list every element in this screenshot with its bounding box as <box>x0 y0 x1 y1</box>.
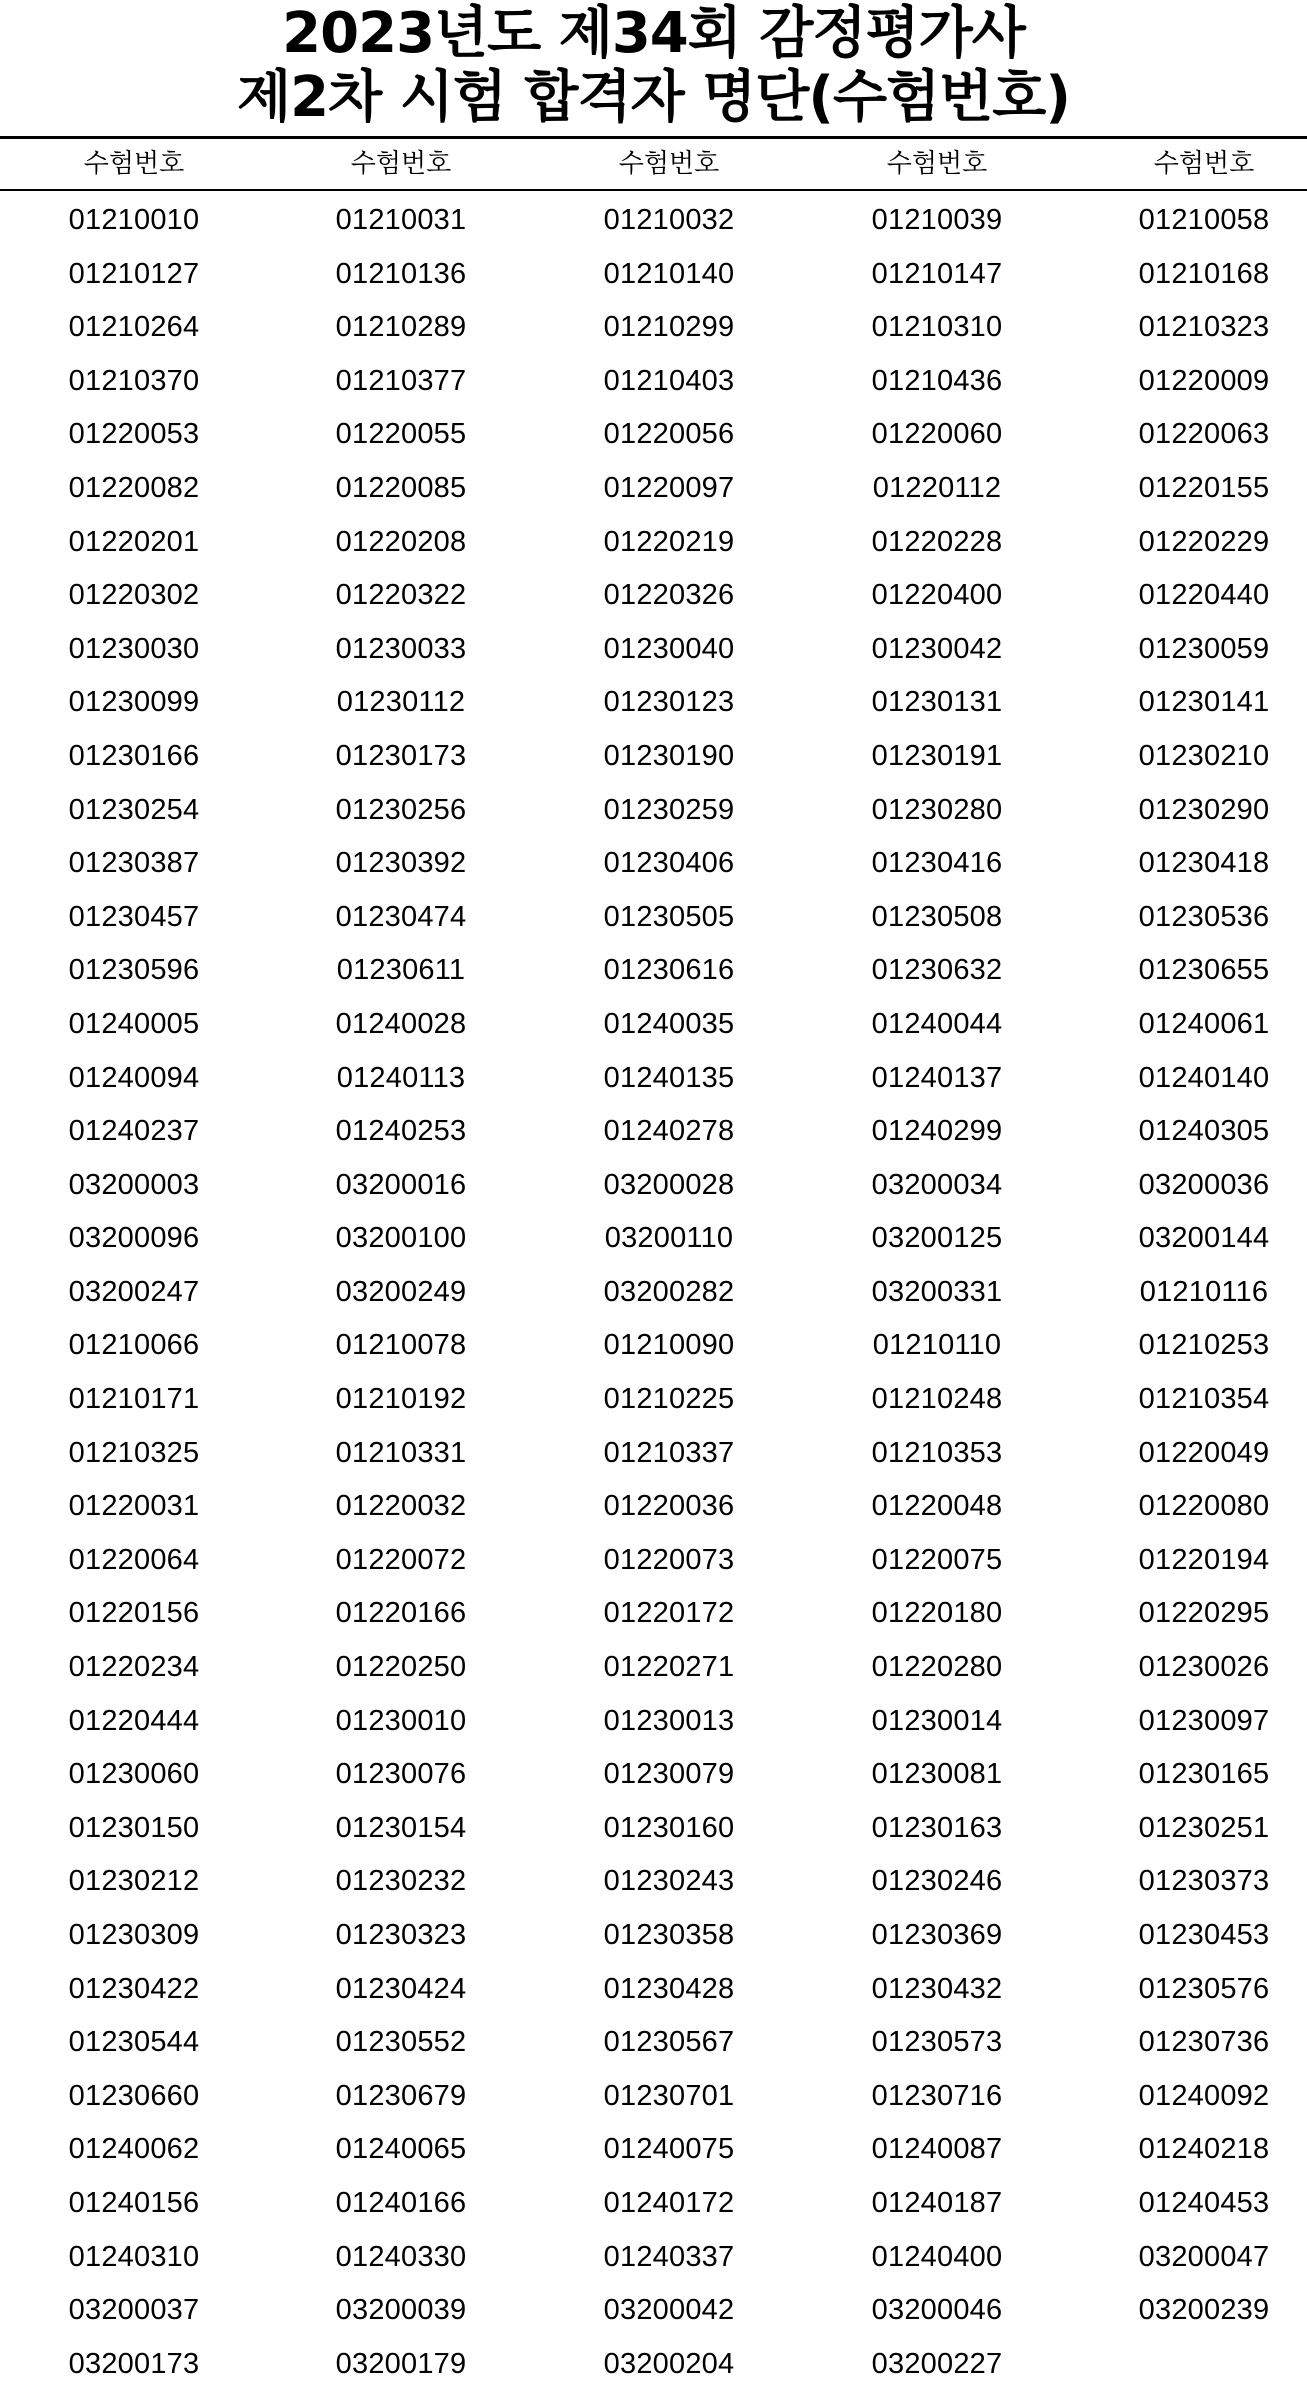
exam-number-cell: 01230369 <box>871 1919 1003 1951</box>
exam-number-cell: 01230141 <box>1138 686 1270 719</box>
table-row <box>0 1266 1307 1320</box>
exam-number-cell: 01230655 <box>1138 954 1270 987</box>
column-header: 수험번호 <box>1153 149 1255 179</box>
exam-number-cell: 01230611 <box>336 954 466 987</box>
exam-number-cell: 01230660 <box>68 2079 200 2112</box>
exam-number-cell: 01220201 <box>68 525 200 558</box>
table-row <box>0 1587 1307 1641</box>
exam-number-cell: 01240087 <box>871 2133 1003 2166</box>
exam-number-cell: 01240237 <box>68 1115 200 1148</box>
exam-number-cell: 03200144 <box>1138 1222 1270 1255</box>
exam-number-cell: 03200047 <box>1138 2240 1270 2273</box>
exam-number-cell: 01220250 <box>335 1651 467 1684</box>
table-row <box>0 194 1307 248</box>
table-row <box>0 1159 1307 1213</box>
exam-number-cell: 03200042 <box>603 2294 735 2327</box>
table-row <box>0 1909 1307 1963</box>
exam-number-cell: 01230596 <box>68 954 200 987</box>
exam-number-cell: 01240061 <box>1138 1007 1270 1040</box>
table-row <box>0 1963 1307 2017</box>
exam-number-cell: 01210403 <box>603 364 735 397</box>
exam-number-cell: 03200179 <box>335 2347 467 2380</box>
exam-number-cell: 01220234 <box>68 1651 200 1684</box>
exam-number-cell: 01210066 <box>68 1329 200 1362</box>
exam-number-cell: 01230150 <box>68 1811 200 1844</box>
exam-number-cell: 01230573 <box>871 2026 1003 2059</box>
exam-number-cell: 01220064 <box>68 1543 200 1576</box>
exam-number-cell: 01230254 <box>68 793 200 826</box>
exam-number-cell: 01230422 <box>68 1972 200 2005</box>
exam-number-cell: 01210436 <box>871 364 1003 397</box>
exam-number-cell: 01230418 <box>1138 847 1270 880</box>
exam-number-cell: 01230416 <box>871 847 1003 880</box>
table-row <box>0 730 1307 784</box>
exam-number-cell: 01220166 <box>335 1597 467 1630</box>
exam-number-cell: 01210353 <box>871 1436 1003 1469</box>
exam-number-cell: 01210090 <box>603 1329 735 1362</box>
table-row <box>0 1855 1307 1909</box>
exam-number-cell: 01210192 <box>335 1383 467 1416</box>
exam-number-cell: 01210031 <box>335 204 467 236</box>
exam-number-cell: 01220073 <box>603 1543 735 1576</box>
exam-number-cell: 01220031 <box>68 1490 200 1523</box>
exam-number-cell: 01240166 <box>335 2186 467 2219</box>
exam-number-cell: 01210032 <box>603 204 735 236</box>
exam-number-cell: 01220056 <box>603 418 735 451</box>
exam-number-cell: 01220302 <box>68 579 200 612</box>
exam-number-cell: 01220156 <box>68 1597 200 1630</box>
exam-number-cell: 01230428 <box>603 1972 735 2005</box>
exam-number-cell: 01230632 <box>871 954 1003 987</box>
exam-number-cell: 01220194 <box>1138 1543 1270 1576</box>
exam-number-cell: 01210140 <box>603 257 735 290</box>
exam-number-cell: 01230123 <box>603 686 735 719</box>
title-line-1: 2023년도 제34회 감정평가사 <box>282 1 1025 66</box>
exam-number-cell: 01230616 <box>603 954 735 987</box>
exam-number-cell: 01230432 <box>871 1972 1003 2005</box>
exam-number-cell: 01240137 <box>871 1061 1003 1094</box>
exam-number-cell: 01230165 <box>1138 1758 1270 1791</box>
header-bottom-rule <box>0 189 1307 191</box>
exam-number-cell: 01230033 <box>335 632 467 665</box>
exam-number-cell: 01210325 <box>68 1436 200 1469</box>
exam-number-cell: 01210058 <box>1138 204 1270 236</box>
exam-number-cell: 01230251 <box>1138 1811 1270 1844</box>
table-row <box>0 2016 1307 2070</box>
table-row <box>0 355 1307 409</box>
exam-number-cell: 01230154 <box>335 1811 467 1844</box>
exam-number-cell: 01230736 <box>1138 2026 1270 2059</box>
exam-number-cell: 01240299 <box>871 1115 1003 1148</box>
table-header-row <box>0 139 1307 189</box>
exam-number-cell: 01230099 <box>68 686 200 719</box>
exam-number-table-body <box>0 194 1307 2391</box>
exam-number-cell: 01210116 <box>1139 1275 1269 1308</box>
exam-number-cell: 03200227 <box>871 2347 1003 2380</box>
exam-number-cell: 01210147 <box>871 257 1003 290</box>
exam-number-cell: 01210370 <box>68 364 200 397</box>
exam-number-cell: 01240135 <box>603 1061 735 1094</box>
table-row <box>0 1212 1307 1266</box>
column-header: 수험번호 <box>886 149 988 179</box>
exam-number-cell: 03200037 <box>68 2294 200 2327</box>
exam-number-cell: 01210171 <box>68 1383 200 1416</box>
exam-number-cell: 01230387 <box>68 847 200 880</box>
exam-number-cell: 01240337 <box>603 2240 735 2273</box>
exam-number-cell: 01230508 <box>871 900 1003 933</box>
exam-number-cell: 01220155 <box>1138 471 1270 504</box>
exam-number-cell: 01230505 <box>603 900 735 933</box>
exam-number-cell: 03200331 <box>871 1275 1003 1308</box>
exam-number-cell: 01230173 <box>335 739 467 772</box>
document-title <box>0 0 1307 135</box>
exam-number-cell: 01230112 <box>336 686 466 719</box>
exam-number-cell: 01210225 <box>603 1383 735 1416</box>
exam-number-cell: 01220075 <box>871 1543 1003 1576</box>
exam-number-cell: 01230210 <box>1138 739 1270 772</box>
exam-number-cell: 01230323 <box>335 1919 467 1951</box>
exam-number-cell: 01240113 <box>336 1061 466 1094</box>
exam-number-cell: 01230536 <box>1138 900 1270 933</box>
exam-number-cell: 01210039 <box>871 204 1003 236</box>
exam-number-cell: 01210136 <box>335 257 467 290</box>
exam-number-cell: 01220444 <box>68 1704 200 1737</box>
exam-number-cell: 01220036 <box>603 1490 735 1523</box>
exam-number-cell: 01230010 <box>335 1704 467 1737</box>
exam-number-cell: 01230457 <box>68 900 200 933</box>
table-row <box>0 891 1307 945</box>
exam-number-cell: 01230163 <box>871 1811 1003 1844</box>
exam-number-cell: 01230079 <box>603 1758 735 1791</box>
exam-number-cell: 01240035 <box>603 1007 735 1040</box>
exam-number-cell: 01230567 <box>603 2026 735 2059</box>
table-row <box>0 1748 1307 1802</box>
table-row <box>0 301 1307 355</box>
exam-number-cell: 01240253 <box>335 1115 467 1148</box>
exam-number-cell: 01240005 <box>68 1007 200 1040</box>
exam-number-cell: 01240092 <box>1138 2079 1270 2112</box>
exam-number-cell: 01220048 <box>871 1490 1003 1523</box>
exam-number-cell: 01210127 <box>68 257 200 290</box>
exam-number-cell: 01230453 <box>1138 1919 1270 1951</box>
exam-number-cell: 01210248 <box>871 1383 1003 1416</box>
exam-number-cell: 01230246 <box>871 1865 1003 1898</box>
exam-number-cell: 01220280 <box>871 1651 1003 1684</box>
exam-number-cell: 01230290 <box>1138 793 1270 826</box>
exam-number-cell: 01240094 <box>68 1061 200 1094</box>
exam-number-cell: 01220085 <box>335 471 467 504</box>
column-header: 수험번호 <box>350 149 452 179</box>
table-row <box>0 944 1307 998</box>
exam-number-cell: 01210377 <box>335 364 467 397</box>
exam-number-cell: 01230424 <box>335 1972 467 2005</box>
exam-number-cell: 01230232 <box>335 1865 467 1898</box>
exam-number-cell: 01230373 <box>1138 1865 1270 1898</box>
exam-number-cell: 01240172 <box>603 2186 735 2219</box>
exam-number-cell: 01240028 <box>335 1007 467 1040</box>
exam-number-cell: 01240044 <box>871 1007 1003 1040</box>
exam-number-cell: 01220060 <box>871 418 1003 451</box>
table-row <box>0 248 1307 302</box>
exam-number-cell: 01240310 <box>68 2240 200 2273</box>
exam-number-cell: 01210354 <box>1138 1383 1270 1416</box>
exam-number-cell: 01210110 <box>872 1329 1002 1362</box>
exam-number-cell: 01210331 <box>335 1436 467 1469</box>
exam-number-cell: 01220172 <box>603 1597 735 1630</box>
table-row <box>0 2284 1307 2338</box>
exam-number-cell: 01220322 <box>335 579 467 612</box>
exam-number-cell: 01210168 <box>1138 257 1270 290</box>
exam-number-cell: 01220112 <box>872 471 1002 504</box>
exam-number-cell: 01230042 <box>871 632 1003 665</box>
exam-number-cell: 03200204 <box>603 2347 735 2380</box>
exam-number-cell: 01240453 <box>1138 2186 1270 2219</box>
exam-number-cell: 01220053 <box>68 418 200 451</box>
table-row <box>0 676 1307 730</box>
exam-number-cell: 01220228 <box>871 525 1003 558</box>
table-row <box>0 462 1307 516</box>
exam-number-cell: 01230026 <box>1138 1651 1270 1684</box>
exam-number-cell: 01220326 <box>603 579 735 612</box>
exam-number-cell: 03200003 <box>68 1168 200 1201</box>
exam-number-cell: 01230544 <box>68 2026 200 2059</box>
exam-number-cell: 01230030 <box>68 632 200 665</box>
exam-number-cell: 01210337 <box>603 1436 735 1469</box>
exam-number-cell: 01220032 <box>335 1490 467 1523</box>
exam-number-cell: 03200028 <box>603 1168 735 1201</box>
exam-number-cell: 01220400 <box>871 579 1003 612</box>
exam-number-cell: 01220080 <box>1138 1490 1270 1523</box>
exam-number-cell: 01230716 <box>871 2079 1003 2112</box>
exam-number-cell: 01230081 <box>871 1758 1003 1791</box>
exam-number-cell: 01230392 <box>335 847 467 880</box>
exam-number-cell: 01230406 <box>603 847 735 880</box>
exam-number-cell: 01210289 <box>335 311 467 344</box>
exam-number-cell: 03200034 <box>871 1168 1003 1201</box>
table-row <box>0 1695 1307 1749</box>
table-row <box>0 998 1307 1052</box>
exam-number-cell: 01220082 <box>68 471 200 504</box>
exam-number-cell: 01230679 <box>335 2079 467 2112</box>
exam-number-cell: 01230280 <box>871 793 1003 826</box>
exam-number-cell: 03200125 <box>871 1222 1003 1255</box>
exam-number-cell: 01230358 <box>603 1919 735 1951</box>
table-row <box>0 569 1307 623</box>
table-row <box>0 1534 1307 1588</box>
exam-number-cell: 03200110 <box>604 1222 734 1255</box>
exam-number-cell: 01230014 <box>871 1704 1003 1737</box>
exam-number-cell: 03200096 <box>68 1222 200 1255</box>
exam-number-cell: 01230552 <box>335 2026 467 2059</box>
exam-number-cell: 01210310 <box>871 311 1003 344</box>
table-row <box>0 408 1307 462</box>
exam-number-cell: 03200046 <box>871 2294 1003 2327</box>
exam-number-cell: 01230259 <box>603 793 735 826</box>
exam-number-cell: 01230060 <box>68 1758 200 1791</box>
column-header: 수험번호 <box>618 149 720 179</box>
table-row <box>0 2338 1307 2392</box>
exam-number-cell: 01210264 <box>68 311 200 344</box>
table-row <box>0 2177 1307 2231</box>
table-row <box>0 784 1307 838</box>
exam-number-cell: 03200039 <box>335 2294 467 2327</box>
table-row <box>0 837 1307 891</box>
table-row <box>0 2123 1307 2177</box>
table-row <box>0 2070 1307 2124</box>
exam-number-cell: 01230076 <box>335 1758 467 1791</box>
exam-number-cell: 03200239 <box>1138 2294 1270 2327</box>
exam-number-cell: 01220180 <box>871 1597 1003 1630</box>
exam-number-cell: 01230474 <box>335 900 467 933</box>
exam-number-cell: 01220295 <box>1138 1597 1270 1630</box>
exam-number-cell: 01240156 <box>68 2186 200 2219</box>
table-row <box>0 1802 1307 1856</box>
title-line-2: 제2차 시험 합격자 명단(수험번호) <box>237 65 1070 130</box>
exam-number-cell: 03200173 <box>68 2347 200 2380</box>
table-row <box>0 2231 1307 2285</box>
exam-number-cell: 01220219 <box>603 525 735 558</box>
exam-number-cell: 01240218 <box>1138 2133 1270 2166</box>
exam-number-cell: 01230190 <box>603 739 735 772</box>
exam-number-cell: 01230040 <box>603 632 735 665</box>
exam-number-cell: 01240075 <box>603 2133 735 2166</box>
column-header: 수험번호 <box>83 149 185 179</box>
table-row <box>0 623 1307 677</box>
table-row <box>0 1373 1307 1427</box>
exam-number-cell: 01210253 <box>1138 1329 1270 1362</box>
exam-number-cell: 01220097 <box>603 471 735 504</box>
exam-number-cell: 01210299 <box>603 311 735 344</box>
exam-number-cell: 01220063 <box>1138 418 1270 451</box>
exam-number-cell: 01220208 <box>335 525 467 558</box>
exam-number-cell: 01230059 <box>1138 632 1270 665</box>
exam-number-cell: 03200016 <box>335 1168 467 1201</box>
exam-number-cell: 01230256 <box>335 793 467 826</box>
exam-number-cell: 01230191 <box>871 739 1003 772</box>
exam-number-cell: 01240065 <box>335 2133 467 2166</box>
exam-number-cell: 03200249 <box>335 1275 467 1308</box>
exam-number-cell: 01210323 <box>1138 311 1270 344</box>
exam-number-cell: 01230160 <box>603 1811 735 1844</box>
exam-number-cell: 01240330 <box>335 2240 467 2273</box>
exam-number-cell: 01230309 <box>68 1919 200 1951</box>
exam-number-cell <box>1084 2338 1307 2392</box>
exam-number-cell: 01230131 <box>871 686 1003 719</box>
exam-number-cell: 01240278 <box>603 1115 735 1148</box>
exam-number-cell: 01240140 <box>1138 1061 1270 1094</box>
table-row <box>0 1319 1307 1373</box>
exam-number-cell: 01210010 <box>68 204 200 236</box>
exam-number-cell: 01220009 <box>1138 364 1270 397</box>
exam-number-cell: 01210078 <box>335 1329 467 1362</box>
exam-number-cell: 03200100 <box>335 1222 467 1255</box>
exam-number-cell: 01240187 <box>871 2186 1003 2219</box>
exam-number-cell: 01230166 <box>68 739 200 772</box>
exam-number-cell: 01240400 <box>871 2240 1003 2273</box>
table-row <box>0 1641 1307 1695</box>
exam-number-cell: 01230212 <box>68 1865 200 1898</box>
exam-number-cell: 01220072 <box>335 1543 467 1576</box>
table-row <box>0 1105 1307 1159</box>
exam-number-cell: 01230243 <box>603 1865 735 1898</box>
exam-number-cell: 03200036 <box>1138 1168 1270 1201</box>
exam-number-cell: 01220229 <box>1138 525 1270 558</box>
table-row <box>0 1427 1307 1481</box>
exam-number-cell: 01220055 <box>335 418 467 451</box>
exam-number-cell: 01220049 <box>1138 1436 1270 1469</box>
exam-number-cell: 01240062 <box>68 2133 200 2166</box>
exam-number-cell: 03200282 <box>603 1275 735 1308</box>
exam-number-cell: 01220271 <box>603 1651 735 1684</box>
exam-number-cell: 01230013 <box>603 1704 735 1737</box>
table-row <box>0 1480 1307 1534</box>
exam-number-cell: 01230576 <box>1138 1972 1270 2005</box>
exam-number-cell: 03200247 <box>68 1275 200 1308</box>
exam-number-cell: 01230701 <box>603 2079 735 2112</box>
exam-number-cell: 01240305 <box>1138 1115 1270 1148</box>
table-row <box>0 1052 1307 1106</box>
table-row <box>0 516 1307 570</box>
exam-number-cell: 01220440 <box>1138 579 1270 612</box>
exam-number-cell: 01230097 <box>1138 1704 1270 1737</box>
